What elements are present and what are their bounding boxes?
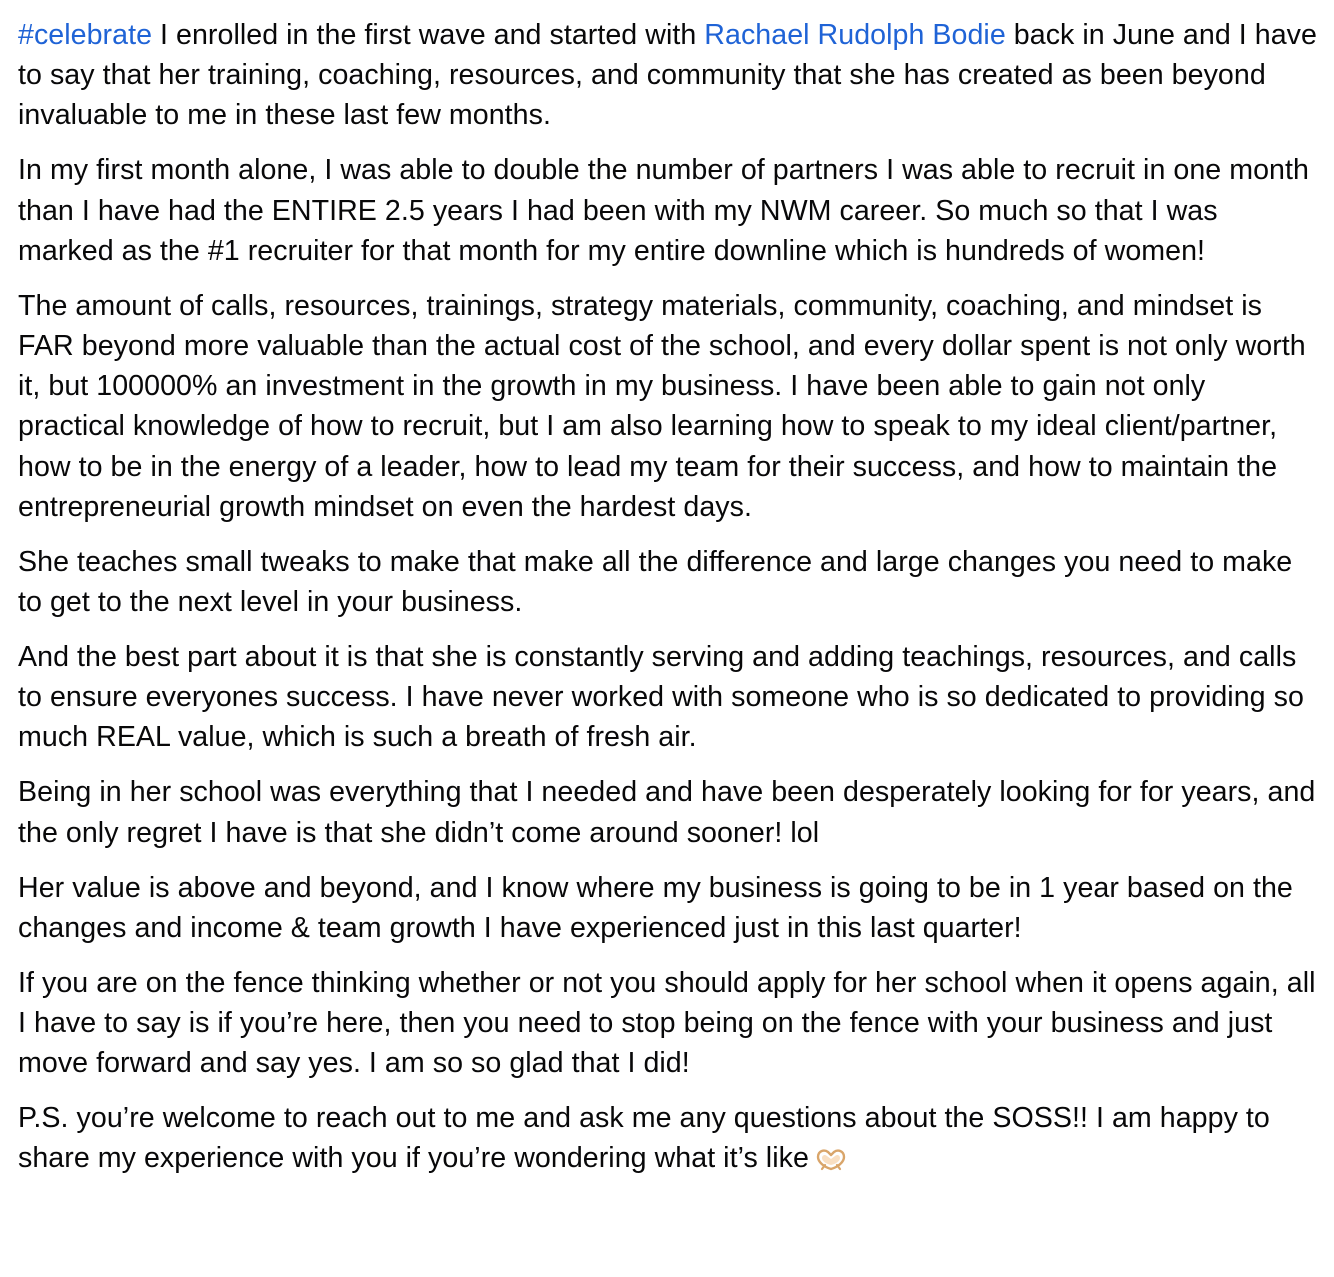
paragraph-9-text: P.S. you’re welcome to reach out to me and ask me any questions about the SOSS!! I am happy to share my experience with you if you’re wondering what it’s like <box>18 1102 1270 1175</box>
paragraph-9 <box>18 1098 1318 1182</box>
post-body <box>18 15 1318 1197</box>
mention-link[interactable]: Rachael Rudolph Bodie <box>704 19 1006 51</box>
hashtag-link[interactable]: #celebrate <box>18 19 153 51</box>
paragraph-6: Being in her school was everything that I needed and have been desperately looking for for years, and the only regret I have is that she didn’t come around sooner! lol <box>18 776 1316 849</box>
paragraph-1 <box>18 15 1318 136</box>
paragraph-2: In my first month alone, I was able to double the number of partners I was able to recruit in one month than I have had the ENTIRE 2.5 years I had been with my NWM career. So much so that I was marked as the #1 recruiter for that month for my entire downline which is hundreds of women! <box>18 154 1309 267</box>
paragraph-1-text-b: back in June and I have to say that her training, coaching, resources, and community that she has created as been beyond invaluable to me in these last few months. <box>18 19 1317 132</box>
paragraph-8: If you are on the fence thinking whether or not you should apply for her school when it opens again, all I have to say is if you’re here, then you need to stop being on the fence with your business and just move forward and say yes. I am so so glad that I did! <box>18 966 1316 1080</box>
paragraph-7: Her value is above and beyond, and I know where my business is going to be in 1 year based on the changes and income & team growth I have experienced just in this last quarter! <box>18 871 1293 944</box>
paragraph-3: The amount of calls, resources, trainings, strategy materials, community, coaching, and mindset is FAR beyond more valuable than the actual cost of the school, and every dollar spent is not only worth it, but 100000% an investment in the growth in my business. I have been able to gain not only practical knowledge of how to recruit, but I am also learning how to speak to my ideal client/partner, how to be in the energy of a leader, how to lead my team for their success, and how to maintain the entrepreneurial growth mindset on even the hardest days. <box>18 289 1306 523</box>
heart-hands-icon <box>815 1142 847 1182</box>
paragraph-1-text-a: I enrolled in the first wave and started with <box>152 19 705 51</box>
paragraph-4: She teaches small tweaks to make that make all the difference and large changes you need to make to get to the next level in your business. <box>18 545 1293 619</box>
paragraph-5: And the best part about it is that she is constantly serving and adding teachings, resources, and calls to ensure everyones success. I have never worked with someone who is so dedicated to providing so much REAL value, which is such a breath of fresh air. <box>18 641 1304 754</box>
